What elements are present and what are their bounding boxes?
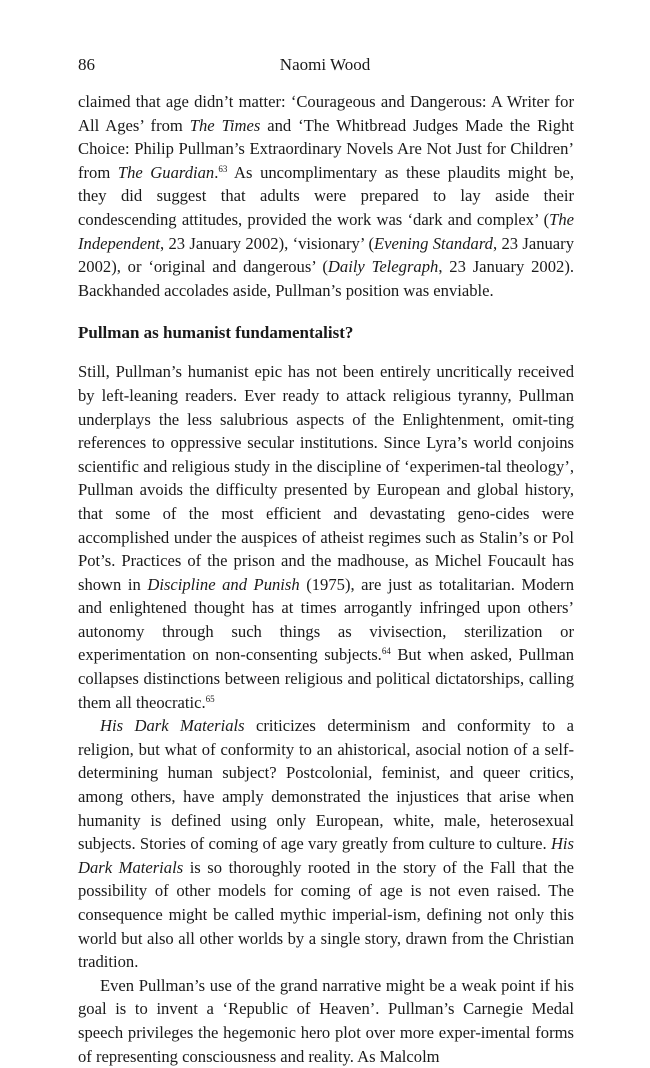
text-run: and ‘The Whitbread Judges Made the Right Choice: Philip Pullman’s Extraordinary Novels Are Not Just for Children’ from bbox=[78, 115, 574, 182]
book-title: His Dark Materials bbox=[100, 716, 245, 736]
publication-title: The Independent bbox=[78, 209, 574, 253]
text-run: But when asked, Pullman collapses distinctions between religious and political dictatorships, calling them all theocratic. bbox=[78, 645, 574, 712]
running-head: Naomi Wood bbox=[279, 55, 371, 74]
footnote-ref: 63 bbox=[218, 163, 228, 174]
text-run: Even Pullman’s use of the grand narrative might be a weak point if his goal is to invent a ‘Republic of Heaven’. Pullman’s Carnegie Medal speech privileges the hegemonic hero plot over more exper-imental forms of representing consciousness and reality. As Malcolm bbox=[78, 975, 574, 1066]
paragraph-3 bbox=[78, 714, 574, 974]
paragraph-2 bbox=[78, 360, 574, 714]
text-run: criticizes determinism and conformity to a religion, but what of conformity to an ahistorical, asocial notion of a self-determining human subject? Postcolonial, feminist, and queer critics, among others, have amply demonstrated the injustices that arise when humanity is defined using only European, white, male, heterosexual subjects. Stories of coming of age vary greatly from culture to culture. bbox=[78, 716, 574, 854]
book-title: Discipline and Punish bbox=[147, 574, 300, 594]
text-run: As uncomplimentary as these plaudits might be, they did suggest that adults were prepared to lay aside their condescending attitudes, provided the work was ‘dark and complex’ ( bbox=[78, 162, 574, 229]
text-run: , 23 January 2002). Backhanded accolades aside, Pullman’s position was enviable. bbox=[78, 257, 574, 300]
paragraph-1 bbox=[78, 90, 574, 302]
footnote-ref: 65 bbox=[205, 693, 215, 704]
text-run: . bbox=[214, 162, 219, 182]
section-heading: Pullman as humanist fundamentalist? bbox=[78, 323, 354, 343]
body-text bbox=[78, 90, 574, 1068]
page-number: 86 bbox=[78, 55, 95, 74]
text-run: (1975), are just as totalitarian. Modern and enlightened thought has at times arrogantly infringed upon others’ autonomy through such things as vivisection, sterilization or experimentation on non-consenting subjects. bbox=[78, 574, 574, 665]
publication-title: The Times bbox=[189, 115, 261, 135]
text-run: Still, Pullman’s humanist epic has not been entirely uncritically received by left-leaning readers. Ever ready to attack religious tyranny, Pullman underplays the less salubrious aspects of the Enlightenment, omit-ting references to oppressive secular institutions. Since Lyra’s world conjoins scientific and religious study in the discipline of ‘experimen-tal theology’, Pullman avoids the difficulty presented by European and global history, that some of the most efficient and devastating geno-cides were accomplished under the auspices of atheist regimes such as Stalin’s or Pol Pot’s. Practices of the prison and the madhouse, as Michel Foucault has shown in bbox=[78, 362, 574, 594]
text-run: , 23 January 2002), ‘visionary’ ( bbox=[160, 233, 375, 253]
paragraph-4 bbox=[78, 974, 574, 1068]
publication-title: Daily Telegraph bbox=[327, 257, 439, 277]
text-run: , 23 January 2002), or ‘original and dangerous’ ( bbox=[78, 233, 574, 277]
book-title: His Dark Materials bbox=[78, 834, 574, 877]
text-run: claimed that age didn’t matter: ‘Courageous and Dangerous: A Writer for All Ages’ from bbox=[78, 92, 574, 135]
footnote-ref: 64 bbox=[381, 646, 391, 657]
publication-title: Evening Standard bbox=[374, 233, 493, 253]
text-run: is so thoroughly rooted in the story of the Fall that the possibility of other models for coming of age is not even raised. The consequence might be called mythic imperial-ism, defining not only this world but also all other worlds by a single story, drawn from the Christian tradition. bbox=[78, 857, 574, 972]
publication-title: The Guardian bbox=[117, 162, 215, 182]
